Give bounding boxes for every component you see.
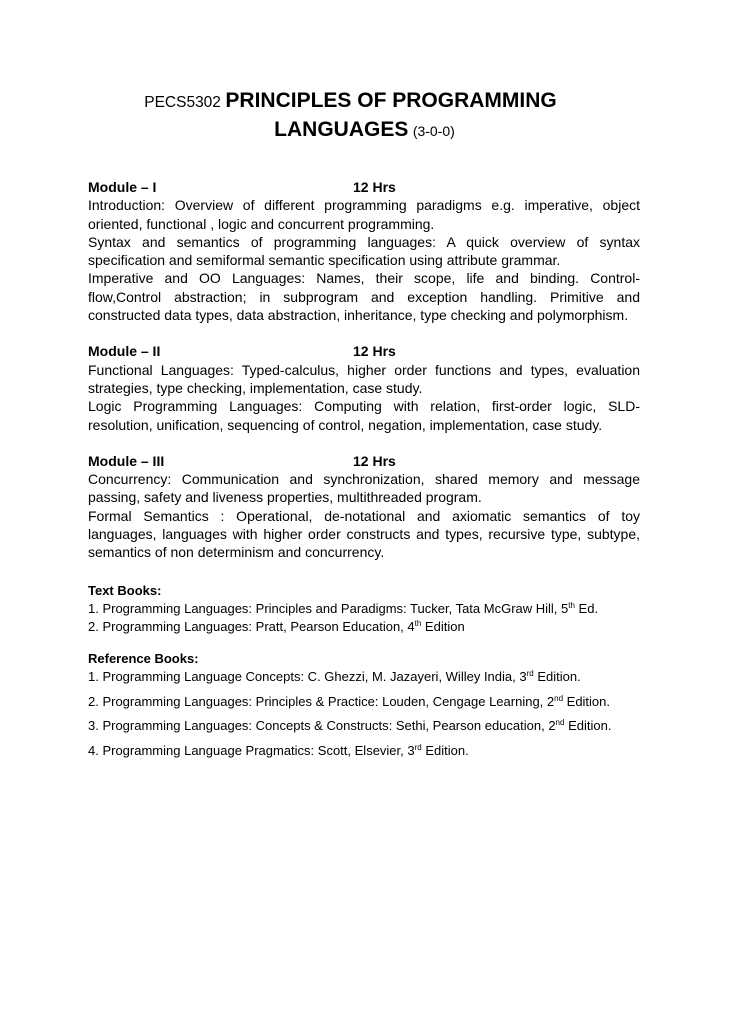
text-book-item: 1. Programming Languages: Principles and Paradigms: Tucker, Tata McGraw Hill, 5th Ed. [88, 601, 599, 616]
reference-book-item: 4. Programming Language Pragmatics: Scott, Elsevier, 3rd Edition. [88, 742, 469, 758]
course-credits: (3-0-0) [412, 123, 455, 139]
module-2-heading [88, 342, 640, 360]
module-1-paragraph: Imperative and OO Languages: Names, their scope, life and binding. Control-flow,Control abstraction; in subprogram and exception handling. Primitive and constructed data types, data abstraction, inheritance, type checking and polymorphism. [88, 270, 640, 324]
text-book-item: 2. Programming Languages: Pratt, Pearson Education, 4th Edition [88, 619, 465, 634]
module-2-paragraph: Functional Languages: Typed-calculus, higher order functions and types, evaluation strategies, type checking, implementation, case study. [88, 361, 640, 396]
module-2-hours: 12 Hrs [353, 343, 396, 360]
reference-book-item: 1. Programming Language Concepts: C. Ghezzi, M. Jazayeri, Willey India, 3rd Edition. [88, 669, 581, 684]
books-section [88, 582, 668, 766]
course-title-continued: LANGUAGES [274, 118, 409, 141]
reference-books-heading: Reference Books: [88, 651, 199, 666]
module-3-label: Module – III [88, 452, 165, 469]
module-1-hours: 12 Hrs [353, 179, 396, 195]
text-books-list [88, 600, 668, 636]
module-1-paragraph: Syntax and semantics of programming languages: A quick overview of syntax specification and semiformal semantic specification using attribute grammar. [88, 233, 640, 269]
reference-book-item: 2. Programming Languages: Principles & Practice: Louden, Cengage Learning, 2nd Edition. [88, 693, 611, 709]
course-code: PECS5302 [144, 94, 221, 111]
module-3-hours: 12 Hrs [353, 452, 396, 469]
modules-section [88, 178, 640, 580]
module-3-paragraph: Concurrency: Communication and synchronization, shared memory and message passing, safety and liveness properties, multithreaded program. [88, 471, 640, 506]
module-2-label: Module – II [88, 343, 161, 360]
module-3 [88, 452, 640, 562]
module-1-label: Module – I [88, 179, 157, 195]
module-2 [88, 342, 640, 433]
module-1-paragraph: Introduction: Overview of different programming paradigms e.g. imperative, object oriented, functional , logic and concurrent programming. [88, 197, 640, 232]
module-1-heading [88, 178, 640, 196]
course-title: PRINCIPLES OF PROGRAMMING [225, 89, 557, 112]
text-books-heading: Text Books: [88, 583, 162, 598]
module-1 [88, 178, 640, 324]
module-3-paragraph: Formal Semantics : Operational, de-notational and axiomatic semantics of toy languages, languages with higher order constructs and types, recursive type, subtype, semantics of non determinism and concurrency. [88, 507, 640, 561]
module-3-heading [88, 452, 640, 470]
reference-book-item: 3. Programming Languages: Concepts & Constructs: Sethi, Pearson education, 2nd Edition. [88, 718, 612, 733]
course-title-line-1 [0, 86, 715, 118]
course-title-line-2 [0, 115, 729, 147]
module-2-paragraph: Logic Programming Languages: Computing with relation, first-order logic, SLD-resolution, unification, sequencing of control, negation, implementation, case study. [88, 398, 640, 433]
reference-books-list [88, 668, 668, 760]
